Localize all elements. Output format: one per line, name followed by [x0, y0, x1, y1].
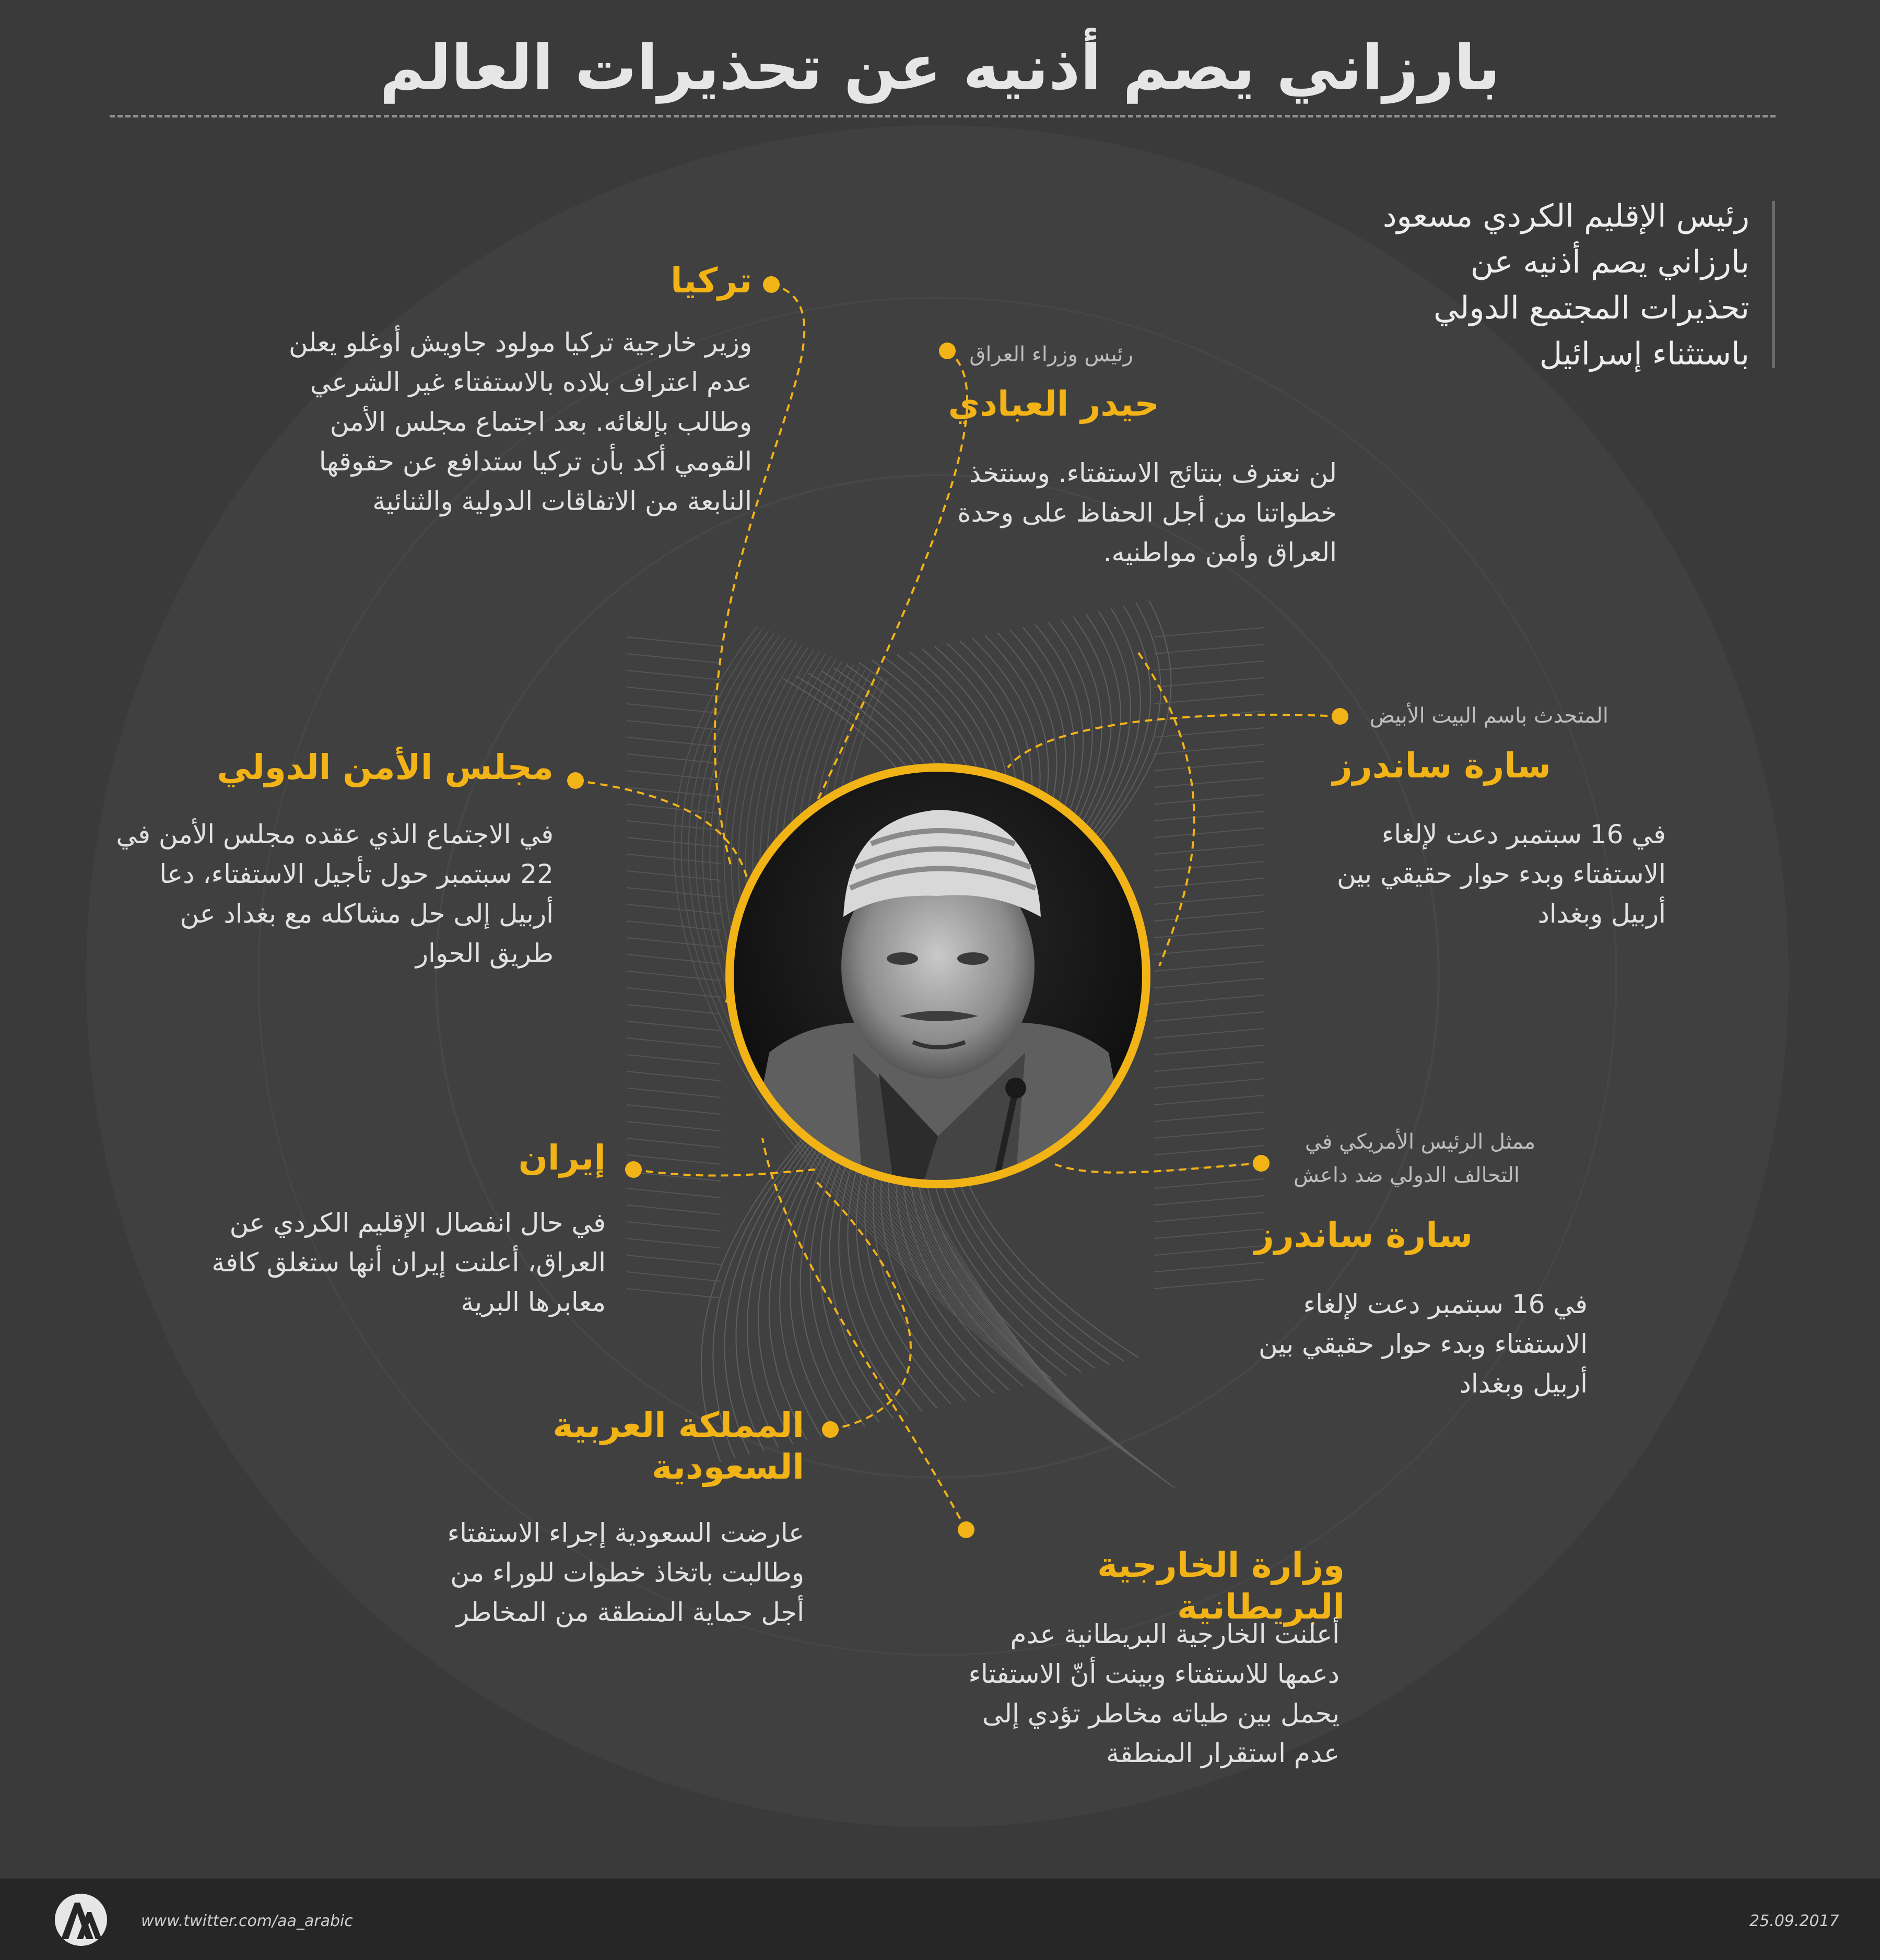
- abadi-role: رئيس وزراء العراق: [969, 343, 1133, 367]
- title-divider: [110, 115, 1776, 117]
- turkey-name: تركيا: [671, 261, 752, 301]
- saudi-body: عارضت السعودية إجراء الاستفتاء وطالبت باتخاذ خطوات للوراء من أجل حماية المنطقة من المخاطر: [447, 1518, 804, 1627]
- security-council-body: في الاجتماع الذي عقده مجلس الأمن في 22 سبتمبر حول تأجيل الاستفتاء، دعا أربيل إلى حل مشاكله مع بغداد عن طريق الحوار: [116, 819, 554, 969]
- envoy-role-line2: التحالف الدولي ضد داعش: [1293, 1163, 1520, 1187]
- uk-dot: [958, 1521, 974, 1538]
- iran-name: إيران: [518, 1138, 606, 1178]
- aa-logo-icon: [50, 1891, 112, 1951]
- sanders-name: سارة ساندرز: [1332, 746, 1551, 786]
- turkey-dot: [763, 276, 780, 293]
- uk-body: أعلنت الخارجية البريطانية عدم دعمها للاستفتاء وبينت أنّ الاستفتاء يحمل بين طياته مخاطر تؤدي إلى عدم استقرار المنطقة: [968, 1619, 1340, 1768]
- envoy-name: سارة ساندرز: [1254, 1215, 1473, 1255]
- sanders-body: في 16 سبتمبر دعت لإلغاء الاستفتاء وبدء حوار حقيقي بين أربيل وبغداد: [1336, 819, 1666, 929]
- envoy-body: في 16 سبتمبر دعت لإلغاء الاستفتاء وبدء حوار حقيقي بين أربيل وبغداد: [1258, 1289, 1588, 1399]
- abadi-name: حيدر العبادي: [948, 384, 1159, 424]
- footer-url[interactable]: www.twitter.com/aa_arabic: [141, 1912, 353, 1930]
- intro-text: رئيس الإقليم الكردي مسعود بارزاني يصم أذنيه عن تحذيرات المجتمع الدولي باستثناء إسرائيل: [1382, 198, 1749, 372]
- turkey-body: وزير خارجية تركيا مولود جاويش أوغلو يعلن عدم اعتراف بلاده بالاستفتاء غير الشرعي وطالب بإلغائه. بعد اجتماع مجلس الأمن القومي أكد بأن تركيا ستدافع عن حقوقها النابعة من الاتفاقات الدولية والثنائية: [289, 327, 752, 516]
- security-council-dot: [567, 772, 584, 789]
- sanders-role: المتحدث باسم البيت الأبيض: [1369, 704, 1608, 728]
- page-title: بارزاني يصم أذنيه عن تحذيرات العالم: [380, 31, 1500, 103]
- abadi-body: لن نعترف بنتائج الاستفتاء. وسنتخذ خطواتنا من أجل الحفاظ على وحدة العراق وأمن مواطنيه.: [957, 458, 1337, 568]
- iran-body: في حال انفصال الإقليم الكردي عن العراق، أعلنت إيران أنها ستغلق كافة معابرها البرية: [212, 1208, 606, 1317]
- iran-dot: [625, 1161, 642, 1178]
- footer-date: 25.09.2017: [1749, 1912, 1839, 1930]
- saudi-dot: [822, 1421, 839, 1438]
- envoy-role-line1: ممثل الرئيس الأمريكي في: [1305, 1130, 1535, 1154]
- saudi-name: المملكة العربية السعودية: [553, 1405, 804, 1487]
- security-council-name: مجلس الأمن الدولي: [217, 747, 554, 787]
- uk-name: وزارة الخارجية البريطانية: [1097, 1545, 1345, 1627]
- barzani-portrait: [722, 760, 1154, 1191]
- intro-accent-bar: [1772, 201, 1775, 368]
